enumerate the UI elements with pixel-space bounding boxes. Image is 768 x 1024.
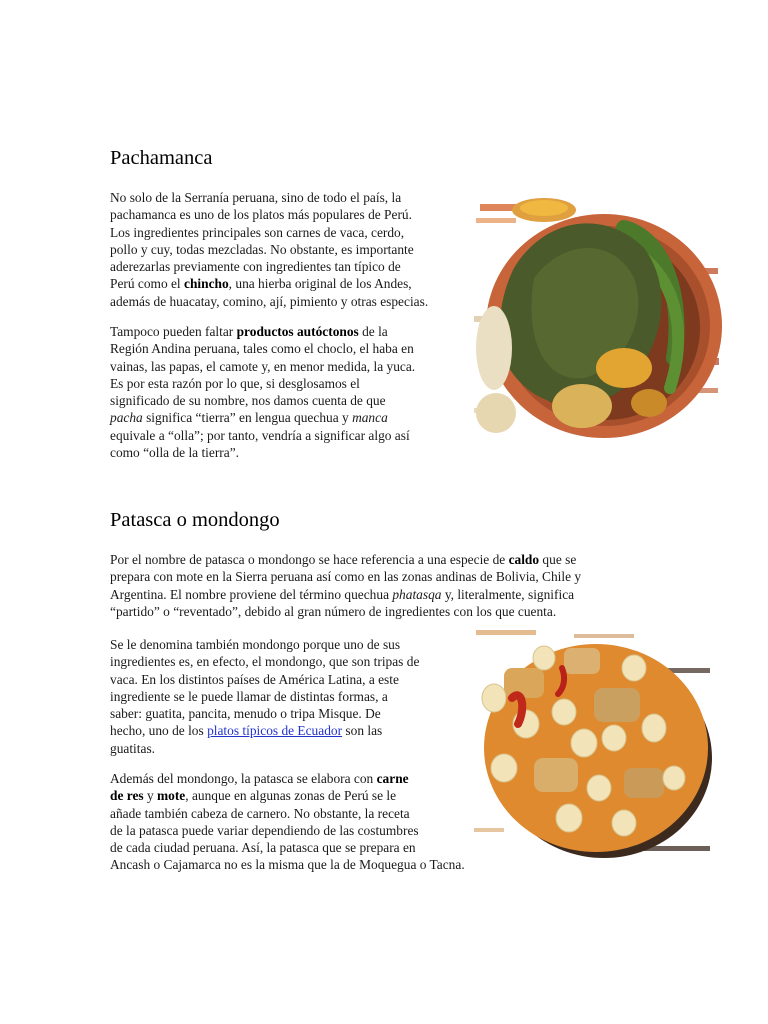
italic-term-manca: manca bbox=[352, 410, 388, 426]
text-line bbox=[110, 551, 581, 568]
text-line: Se le denomina también mondongo porque uno de sus bbox=[110, 637, 401, 652]
paragraph-patasca-2 bbox=[110, 636, 419, 757]
italic-term-pacha: pacha bbox=[110, 410, 143, 426]
text-line: Es por esta razón por lo que, si desglosamos el bbox=[110, 375, 360, 391]
text-line: prepara con mote en la Sierra peruana así como en las zonas andinas de Bolivia, Chile y bbox=[110, 569, 582, 585]
text-line bbox=[110, 722, 419, 739]
bold-term-de-res: de res bbox=[110, 788, 144, 804]
text-run: Por el nombre de patasca o mondongo se hace referencia a una especie de bbox=[110, 552, 509, 567]
text-run: de la bbox=[358, 324, 388, 339]
text-line: guatitas. bbox=[110, 740, 155, 756]
text-run: Argentina. El nombre proviene del término quechua bbox=[110, 586, 393, 602]
text-line: saber: guatita, pancita, menudo o tripa Misque. De bbox=[110, 706, 381, 722]
pachamanca-photo bbox=[474, 198, 724, 444]
text-line: No solo de la Serranía peruana, sino de todo el país, la bbox=[110, 190, 402, 205]
text-run: , una hierba original de los Andes, bbox=[228, 276, 412, 292]
text-run: son las bbox=[342, 723, 383, 739]
section-heading-patasca: Patasca o mondongo bbox=[110, 509, 280, 531]
text-run: que se bbox=[539, 552, 577, 567]
text-line: pollo y cuy, todas mezcladas. No obstante, es importante bbox=[110, 241, 414, 257]
text-line: de la patasca puede variar dependiendo de las costumbres bbox=[110, 822, 419, 838]
text-line: Ancash o Cajamarca no es la misma que la de Moquegua o Tacna. bbox=[110, 857, 465, 873]
text-run: Además del mondongo, la patasca se elabora con bbox=[110, 771, 377, 786]
bold-term-caldo: caldo bbox=[508, 552, 540, 567]
text-run: significa “tierra” en lengua quechua y bbox=[142, 410, 353, 426]
text-line: Los ingredientes principales son carnes de vaca, cerdo, bbox=[110, 224, 405, 240]
link-platos-tipicos-ecuador[interactable]: platos típicos de Ecuador bbox=[207, 723, 343, 739]
text-line: significado de su nombre, nos damos cuenta de que bbox=[110, 393, 386, 409]
paragraph-patasca-1 bbox=[110, 551, 581, 620]
text-line: vainas, las papas, el camote y, en menor medida, la yuca. bbox=[110, 358, 416, 374]
paragraph-pachamanca-2 bbox=[110, 323, 415, 461]
text-run: hecho, uno de los bbox=[110, 723, 208, 739]
text-line: como “olla de la tierra”. bbox=[110, 445, 240, 461]
text-line: “partido” o “reventado”, debido al gran número de ingredientes con los que cuenta. bbox=[110, 603, 557, 619]
patasca-photo bbox=[474, 628, 714, 860]
italic-term-phatasqa: phatasqa bbox=[392, 586, 442, 602]
text-line bbox=[110, 787, 465, 804]
text-line: vaca. En los distintos países de América Latina, a este bbox=[110, 671, 399, 687]
text-run: , aunque en algunas zonas de Perú se le bbox=[185, 788, 397, 804]
text-line bbox=[110, 275, 428, 292]
text-line: equivale a “olla”; por tanto, vendría a significar algo así bbox=[110, 427, 410, 443]
text-line: además de huacatay, comino, ají, pimiento y otras especias. bbox=[110, 293, 429, 309]
text-line bbox=[110, 409, 415, 426]
text-line: Región Andina peruana, tales como el choclo, el haba en bbox=[110, 341, 414, 357]
text-line bbox=[110, 770, 465, 787]
bold-term-carne: carne bbox=[376, 771, 409, 786]
text-line bbox=[110, 323, 415, 340]
text-line: ingredientes es, en efecto, el mondongo, que son tripas de bbox=[110, 654, 420, 670]
text-line: de cada ciudad peruana. Así, la patasca que se prepara en bbox=[110, 840, 416, 856]
bold-term-productos: productos autóctonos bbox=[236, 324, 359, 339]
text-run: y, literalmente, significa bbox=[441, 586, 575, 602]
bold-term-mote: mote bbox=[157, 788, 186, 804]
paragraph-patasca-3 bbox=[110, 770, 465, 874]
text-run: Perú como el bbox=[110, 276, 185, 292]
section-heading-pachamanca: Pachamanca bbox=[110, 147, 213, 169]
text-line bbox=[110, 586, 581, 603]
text-run: y bbox=[143, 788, 157, 804]
text-run: Tampoco pueden faltar bbox=[110, 324, 237, 339]
text-line: añade también cabeza de carnero. No obstante, la receta bbox=[110, 805, 410, 821]
bold-term-chincho: chincho bbox=[184, 276, 229, 292]
text-line: aderezarlas previamente con ingredientes tan típico de bbox=[110, 259, 401, 275]
text-line: pachamanca es uno de los platos más populares de Perú. bbox=[110, 207, 412, 223]
paragraph-pachamanca-1 bbox=[110, 189, 428, 310]
text-line: ingrediente se le puede llamar de distintas formas, a bbox=[110, 688, 388, 704]
